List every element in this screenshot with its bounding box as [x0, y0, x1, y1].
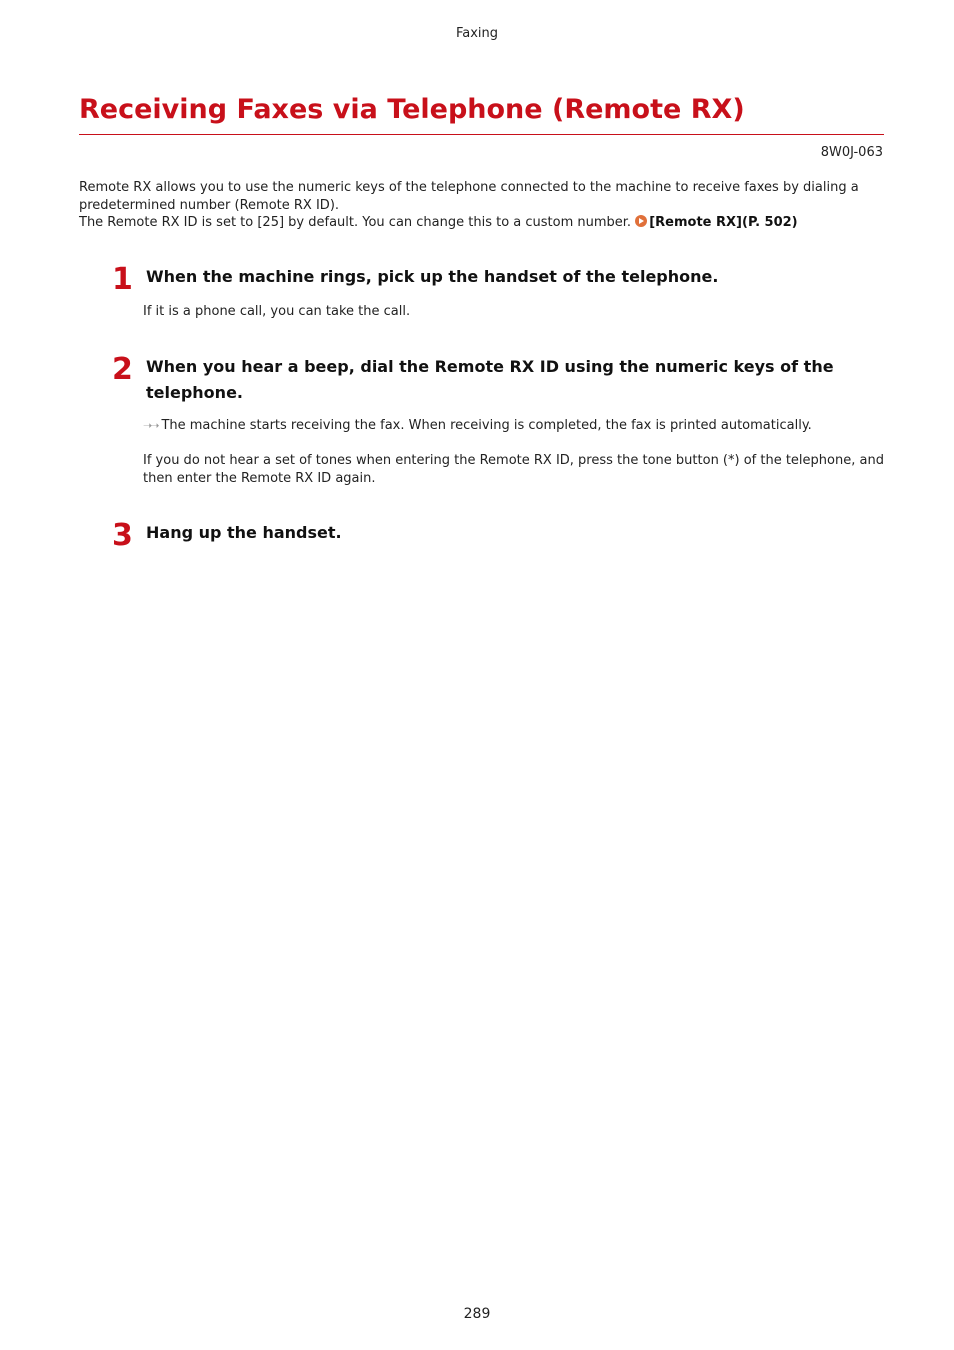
step-description: If it is a phone call, you can take the call. — [143, 304, 411, 319]
remote-rx-link[interactable]: [Remote RX](P. 502) — [649, 215, 798, 230]
page-title: Receiving Faxes via Telephone (Remote RX) — [79, 94, 745, 125]
step-title: When the machine rings, pick up the handset of the telephone. — [146, 267, 719, 286]
step-result — [143, 417, 888, 435]
intro-text — [79, 179, 887, 232]
intro-paragraph-2 — [79, 214, 887, 232]
page-number: 289 — [463, 1306, 491, 1322]
running-header: Faxing — [455, 26, 499, 41]
document-code: 8W0J-063 — [820, 145, 883, 160]
step-title: Hang up the handset. — [146, 523, 342, 542]
intro-paragraph-2-text: The Remote RX ID is set to [25] by default. You can change this to a custom number. — [79, 215, 632, 230]
arrow-circle-icon[interactable] — [635, 215, 647, 227]
intro-paragraph-1: Remote RX allows you to use the numeric keys of the telephone connected to the machine to receive faxes by dialing a predetermined number (Remote RX ID). — [79, 180, 859, 213]
title-rule — [79, 134, 884, 135]
step-number: 2 — [112, 352, 133, 387]
step-result-text: The machine starts receiving the fax. When receiving is completed, the fax is printed automatically. — [161, 418, 812, 433]
step-note: If you do not hear a set of tones when entering the Remote RX ID, press the tone button (*) of the telephone, and then enter the Remote RX ID again. — [143, 453, 884, 486]
step-title: When you hear a beep, dial the Remote RX ID using the numeric keys of the telephone. — [146, 357, 834, 402]
double-arrow-right-icon: ➝➝ — [143, 419, 158, 432]
step-number: 3 — [112, 518, 133, 553]
step-number: 1 — [112, 262, 133, 297]
